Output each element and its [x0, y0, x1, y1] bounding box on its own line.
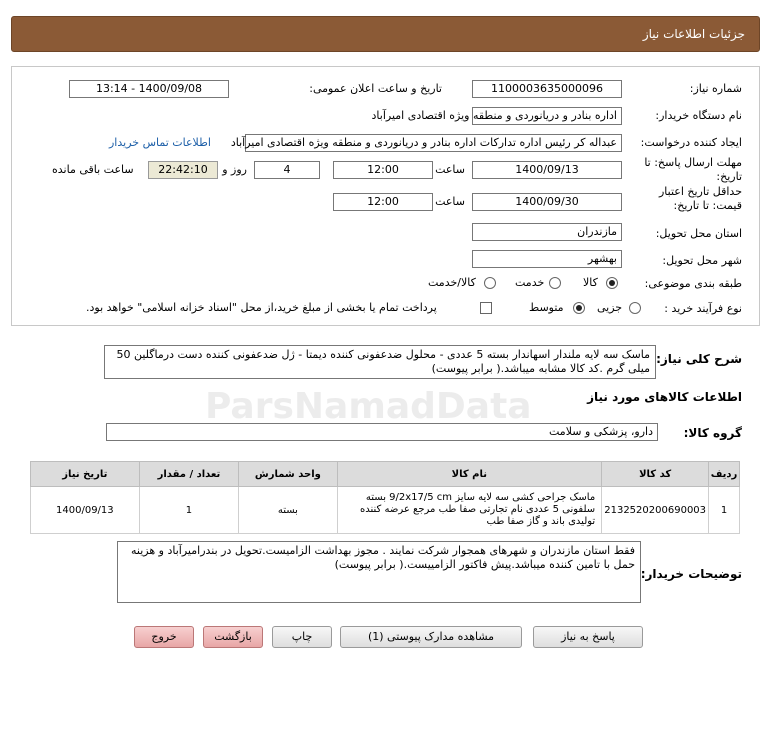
- validity-label: حداقل تاریخ اعتبار قیمت: تا تاریخ:: [658, 185, 742, 212]
- print-button[interactable]: چاپ: [272, 626, 332, 648]
- reply-deadline-label: مهلت ارسال پاسخ: تا تاریخ:: [644, 156, 742, 183]
- col-unit: واحد شمارش: [239, 462, 337, 487]
- buyer-notes-box: فقط استان مازندران و شهرهای همجوار شرکت نمایند . مجوز بهداشت الزامیست.تحویل در بندرامیرآباد و هزینه حمل با تامین کننده میباشد.پیش فاکتور الزامییست.( برابر پیوست): [117, 541, 641, 603]
- process-option-minor: جزیی: [597, 301, 623, 314]
- city-label: شهر محل تحویل:: [662, 254, 742, 267]
- need-number-label: شماره نیاز:: [689, 82, 742, 95]
- row-unit: بسته: [239, 487, 337, 534]
- treasury-payment-checkbox[interactable]: [480, 302, 492, 314]
- col-code: کد کالا: [602, 462, 709, 487]
- col-name: نام کالا: [337, 462, 602, 487]
- process-option-medium: متوسط: [529, 301, 564, 314]
- requester-field[interactable]: عبداله کر رئیس اداره تدارکات اداره بنادر و دریانوردی و منطقه ویژه اقتصادی امیرآباد: [245, 134, 622, 152]
- row-date: 1400/09/13: [31, 487, 140, 534]
- row-index: 1: [709, 487, 740, 534]
- goods-section-title: اطلاعات کالاهای مورد نیاز: [587, 390, 742, 404]
- process-label: نوع فرآیند خرید :: [664, 302, 742, 315]
- reply-time-field[interactable]: 12:00: [333, 161, 433, 179]
- page-title: جزئیات اطلاعات نیاز: [642, 27, 745, 41]
- goods-table: [30, 461, 740, 534]
- validity-time-label: ساعت: [435, 195, 465, 208]
- process-radio-medium[interactable]: [573, 302, 585, 314]
- buyer-org-label: نام دستگاه خریدار:: [655, 109, 742, 122]
- need-number-field[interactable]: 1100003635000096: [472, 80, 622, 98]
- reply-button[interactable]: پاسخ به نیاز: [533, 626, 643, 648]
- requester-label: ایجاد کننده درخواست:: [640, 136, 742, 149]
- back-button[interactable]: بازگشت: [203, 626, 263, 648]
- province-label: استان محل تحویل:: [655, 227, 742, 240]
- category-label: طبقه بندی موضوعی:: [644, 277, 742, 290]
- col-date: تاریخ نیاز: [31, 462, 140, 487]
- announce-field[interactable]: 1400/09/08 - 13:14: [69, 80, 229, 98]
- validity-time-field[interactable]: 12:00: [333, 193, 433, 211]
- remaining-label: ساعت باقی مانده: [52, 163, 134, 176]
- process-radio-minor[interactable]: [629, 302, 641, 314]
- announce-label: تاریخ و ساعت اعلان عمومی:: [309, 82, 442, 95]
- row-qty: 1: [139, 487, 239, 534]
- days-label: روز و: [222, 163, 247, 176]
- goods-group-field[interactable]: دارو، پزشکی و سلامت: [106, 423, 658, 441]
- reply-date-field[interactable]: 1400/09/13: [472, 161, 622, 179]
- category-option-goods: کالا: [583, 276, 598, 289]
- watermark: ParsNamadData: [205, 386, 532, 427]
- category-option-goods-service: کالا/خدمت: [428, 276, 476, 289]
- buyer-notes-label: توضیحات خریدار:: [640, 567, 742, 581]
- treasury-payment-note: پرداخت تمام یا بخشی از مبلغ خرید،از محل "اسناد خزانه اسلامی" خواهد بود.: [86, 301, 437, 314]
- category-radio-goods[interactable]: [606, 277, 618, 289]
- days-count-field[interactable]: 4: [254, 161, 320, 179]
- col-qty: تعداد / مقدار: [139, 462, 239, 487]
- validity-date-field[interactable]: 1400/09/30: [472, 193, 622, 211]
- exit-button[interactable]: خروج: [134, 626, 194, 648]
- buyer-contact-link[interactable]: اطلاعات تماس خریدار: [109, 136, 211, 149]
- province-field[interactable]: مازندران: [472, 223, 622, 241]
- row-name: ماسک جراحی کشی سه لایه سایز 9/2x17/5 cm بسته سلفونی 5 عددی نام تجارتی صفا طب مرجع عرضه کننده تولیدی باند و گاز صفا طب: [337, 487, 602, 534]
- city-field[interactable]: بهشهر: [472, 250, 622, 268]
- buyer-org-field[interactable]: اداره بنادر و دریانوردی و منطقه ویژه اقتصادی امیرآباد: [472, 107, 622, 125]
- attachments-button[interactable]: مشاهده مدارک پیوستی (1): [340, 626, 522, 648]
- category-radio-goods-service[interactable]: [484, 277, 496, 289]
- remaining-time-field: 22:42:10: [148, 161, 218, 179]
- col-row: ردیف: [709, 462, 740, 487]
- summary-box: ماسک سه لایه ملندار اسهاندار بسته 5 عددی - محلول ضدعفونی کننده دیمتا - ژل ضدعفونی کننده دست درماگلین 50 میلی گرم .کد کالا مشابه میباشد.( برابر پیوست): [104, 345, 656, 379]
- row-code: 2132520200690003: [602, 487, 709, 534]
- category-option-service: خدمت: [515, 276, 545, 289]
- goods-group-label: گروه کالا:: [683, 426, 742, 440]
- reply-time-label: ساعت: [435, 163, 465, 176]
- table-header-row: [31, 462, 740, 487]
- summary-label: شرح کلی نیاز:: [656, 352, 742, 366]
- page-header: [11, 16, 760, 52]
- category-radio-service[interactable]: [549, 277, 561, 289]
- table-row: [31, 487, 740, 534]
